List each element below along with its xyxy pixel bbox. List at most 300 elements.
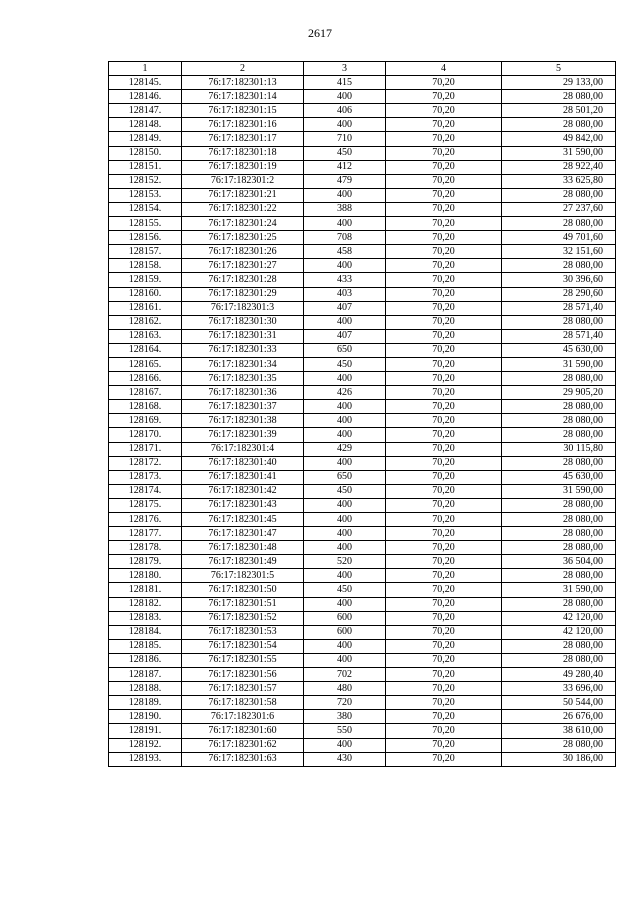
table-cell-col4: 70,20 — [386, 442, 502, 456]
table-cell-col5: 28 080,00 — [502, 639, 616, 653]
table-cell-col2: 76:17:182301:41 — [182, 470, 304, 484]
table-cell-col1: 128190. — [109, 710, 182, 724]
table-row — [109, 428, 616, 442]
table-cell-col5: 45 630,00 — [502, 343, 616, 357]
table-cell-col1: 128151. — [109, 160, 182, 174]
column-header: 5 — [502, 62, 616, 76]
table-cell-col5: 28 571,40 — [502, 301, 616, 315]
table-cell-col5: 30 186,00 — [502, 752, 616, 766]
page-number: 2617 — [308, 26, 332, 40]
table-cell-col4: 70,20 — [386, 315, 502, 329]
table-cell-col4: 70,20 — [386, 414, 502, 428]
table-cell-col3: 415 — [304, 76, 386, 90]
table-cell-col3: 600 — [304, 625, 386, 639]
table-cell-col1: 128181. — [109, 583, 182, 597]
table-row — [109, 217, 616, 231]
table-cell-col3: 650 — [304, 470, 386, 484]
table-cell-col1: 128147. — [109, 104, 182, 118]
table-cell-col1: 128186. — [109, 653, 182, 667]
table-cell-col1: 128189. — [109, 696, 182, 710]
table-cell-col1: 128145. — [109, 76, 182, 90]
table-cell-col2: 76:17:182301:58 — [182, 696, 304, 710]
table-row — [109, 456, 616, 470]
table-cell-col1: 128152. — [109, 174, 182, 188]
table-cell-col4: 70,20 — [386, 428, 502, 442]
table-cell-col4: 70,20 — [386, 456, 502, 470]
table-row — [109, 343, 616, 357]
table-cell-col3: 403 — [304, 287, 386, 301]
table-cell-col2: 76:17:182301:17 — [182, 132, 304, 146]
table-cell-col1: 128162. — [109, 315, 182, 329]
table-cell-col2: 76:17:182301:55 — [182, 653, 304, 667]
table-cell-col2: 76:17:182301:57 — [182, 682, 304, 696]
table-cell-col2: 76:17:182301:51 — [182, 597, 304, 611]
table-cell-col1: 128175. — [109, 498, 182, 512]
table-cell-col2: 76:17:182301:24 — [182, 217, 304, 231]
table-cell-col2: 76:17:182301:63 — [182, 752, 304, 766]
table-cell-col1: 128168. — [109, 400, 182, 414]
table-cell-col3: 480 — [304, 682, 386, 696]
table-cell-col3: 433 — [304, 273, 386, 287]
table-row — [109, 273, 616, 287]
table-cell-col3: 400 — [304, 569, 386, 583]
table-cell-col5: 28 080,00 — [502, 653, 616, 667]
table-cell-col5: 32 151,60 — [502, 245, 616, 259]
table-row — [109, 329, 616, 343]
data-table — [108, 61, 616, 767]
table-cell-col1: 128154. — [109, 202, 182, 216]
table-row — [109, 231, 616, 245]
table-cell-col1: 128188. — [109, 682, 182, 696]
table-cell-col2: 76:17:182301:16 — [182, 118, 304, 132]
table-row — [109, 527, 616, 541]
table-cell-col3: 400 — [304, 653, 386, 667]
table-cell-col5: 45 630,00 — [502, 470, 616, 484]
table-cell-col1: 128159. — [109, 273, 182, 287]
table-cell-col5: 31 590,00 — [502, 357, 616, 371]
table-cell-col3: 450 — [304, 146, 386, 160]
table-cell-col4: 70,20 — [386, 682, 502, 696]
table-cell-col1: 128182. — [109, 597, 182, 611]
table-cell-col2: 76:17:182301:14 — [182, 90, 304, 104]
table-cell-col5: 28 571,40 — [502, 329, 616, 343]
table-cell-col5: 28 080,00 — [502, 372, 616, 386]
table-cell-col2: 76:17:182301:28 — [182, 273, 304, 287]
table-cell-col3: 400 — [304, 541, 386, 555]
table-cell-col4: 70,20 — [386, 639, 502, 653]
table-cell-col1: 128153. — [109, 188, 182, 202]
table-cell-col5: 49 280,40 — [502, 668, 616, 682]
table-cell-col4: 70,20 — [386, 259, 502, 273]
table-cell-col1: 128191. — [109, 724, 182, 738]
table-cell-col5: 36 504,00 — [502, 555, 616, 569]
table-cell-col1: 128192. — [109, 738, 182, 752]
table-cell-col4: 70,20 — [386, 287, 502, 301]
table-body — [109, 62, 616, 767]
table-cell-col2: 76:17:182301:18 — [182, 146, 304, 160]
table-cell-col4: 70,20 — [386, 738, 502, 752]
table-cell-col4: 70,20 — [386, 541, 502, 555]
table-row — [109, 696, 616, 710]
table-cell-col1: 128177. — [109, 527, 182, 541]
table-cell-col5: 31 590,00 — [502, 484, 616, 498]
table-cell-col3: 400 — [304, 118, 386, 132]
column-header: 3 — [304, 62, 386, 76]
table-cell-col1: 128169. — [109, 414, 182, 428]
table-cell-col4: 70,20 — [386, 400, 502, 414]
table-cell-col1: 128174. — [109, 484, 182, 498]
table-row — [109, 752, 616, 766]
table-cell-col5: 29 133,00 — [502, 76, 616, 90]
table-row — [109, 372, 616, 386]
table-cell-col4: 70,20 — [386, 104, 502, 118]
table-cell-col3: 400 — [304, 597, 386, 611]
table-cell-col5: 50 544,00 — [502, 696, 616, 710]
table-cell-col3: 426 — [304, 386, 386, 400]
table-cell-col2: 76:17:182301:36 — [182, 386, 304, 400]
table-cell-col2: 76:17:182301:43 — [182, 498, 304, 512]
table-cell-col1: 128183. — [109, 611, 182, 625]
table-row — [109, 76, 616, 90]
table-cell-col4: 70,20 — [386, 752, 502, 766]
table-cell-col2: 76:17:182301:21 — [182, 188, 304, 202]
table-cell-col3: 702 — [304, 668, 386, 682]
table-row — [109, 259, 616, 273]
table-cell-col4: 70,20 — [386, 372, 502, 386]
table-cell-col4: 70,20 — [386, 569, 502, 583]
table-cell-col3: 400 — [304, 217, 386, 231]
table-cell-col4: 70,20 — [386, 118, 502, 132]
table-cell-col4: 70,20 — [386, 513, 502, 527]
table-cell-col2: 76:17:182301:34 — [182, 357, 304, 371]
table-cell-col3: 550 — [304, 724, 386, 738]
table-cell-col4: 70,20 — [386, 174, 502, 188]
table-row — [109, 583, 616, 597]
table-cell-col3: 400 — [304, 639, 386, 653]
column-header: 4 — [386, 62, 502, 76]
table-cell-col1: 128166. — [109, 372, 182, 386]
table-cell-col2: 76:17:182301:4 — [182, 442, 304, 456]
table-cell-col5: 29 905,20 — [502, 386, 616, 400]
table-cell-col2: 76:17:182301:62 — [182, 738, 304, 752]
table-cell-col1: 128148. — [109, 118, 182, 132]
table-cell-col5: 30 396,60 — [502, 273, 616, 287]
table-cell-col5: 28 080,00 — [502, 498, 616, 512]
table-cell-col4: 70,20 — [386, 710, 502, 724]
table-cell-col5: 28 080,00 — [502, 527, 616, 541]
table-cell-col5: 42 120,00 — [502, 611, 616, 625]
table-cell-col5: 28 922,40 — [502, 160, 616, 174]
table-cell-col5: 28 080,00 — [502, 217, 616, 231]
table-row — [109, 301, 616, 315]
table-cell-col4: 70,20 — [386, 484, 502, 498]
table-cell-col2: 76:17:182301:31 — [182, 329, 304, 343]
table-cell-col2: 76:17:182301:19 — [182, 160, 304, 174]
table-cell-col2: 76:17:182301:40 — [182, 456, 304, 470]
table-cell-col5: 42 120,00 — [502, 625, 616, 639]
table-cell-col2: 76:17:182301:29 — [182, 287, 304, 301]
table-cell-col1: 128178. — [109, 541, 182, 555]
table-cell-col4: 70,20 — [386, 301, 502, 315]
table-cell-col1: 128158. — [109, 259, 182, 273]
table-row — [109, 414, 616, 428]
table-cell-col1: 128170. — [109, 428, 182, 442]
table-header-row — [109, 62, 616, 76]
table-row — [109, 400, 616, 414]
table-row — [109, 442, 616, 456]
table-row — [109, 104, 616, 118]
table-cell-col5: 28 080,00 — [502, 90, 616, 104]
table-cell-col4: 70,20 — [386, 132, 502, 146]
table-row — [109, 555, 616, 569]
table-row — [109, 597, 616, 611]
table-cell-col4: 70,20 — [386, 357, 502, 371]
table-cell-col1: 128156. — [109, 231, 182, 245]
table-cell-col1: 128163. — [109, 329, 182, 343]
table-cell-col1: 128180. — [109, 569, 182, 583]
table-cell-col1: 128193. — [109, 752, 182, 766]
table-row — [109, 386, 616, 400]
table-row — [109, 174, 616, 188]
table-cell-col5: 27 237,60 — [502, 202, 616, 216]
table-cell-col4: 70,20 — [386, 597, 502, 611]
table-cell-col3: 400 — [304, 527, 386, 541]
table-cell-col5: 49 842,00 — [502, 132, 616, 146]
table-cell-col3: 479 — [304, 174, 386, 188]
table-row — [109, 682, 616, 696]
table-cell-col3: 400 — [304, 259, 386, 273]
table-row — [109, 738, 616, 752]
table-row — [109, 653, 616, 667]
table-cell-col5: 28 080,00 — [502, 738, 616, 752]
table-cell-col2: 76:17:182301:49 — [182, 555, 304, 569]
table-cell-col4: 70,20 — [386, 217, 502, 231]
table-cell-col4: 70,20 — [386, 160, 502, 174]
table-cell-col1: 128149. — [109, 132, 182, 146]
table-cell-col3: 400 — [304, 414, 386, 428]
table-cell-col1: 128171. — [109, 442, 182, 456]
table-row — [109, 668, 616, 682]
table-cell-col3: 400 — [304, 400, 386, 414]
table-cell-col4: 70,20 — [386, 555, 502, 569]
table-cell-col1: 128187. — [109, 668, 182, 682]
table-cell-col2: 76:17:182301:50 — [182, 583, 304, 597]
table-row — [109, 315, 616, 329]
table-row — [109, 90, 616, 104]
table-row — [109, 611, 616, 625]
table-cell-col5: 28 290,60 — [502, 287, 616, 301]
table-cell-col3: 388 — [304, 202, 386, 216]
table-cell-col5: 28 080,00 — [502, 315, 616, 329]
table-cell-col3: 400 — [304, 498, 386, 512]
table-row — [109, 625, 616, 639]
table-cell-col3: 400 — [304, 315, 386, 329]
table-cell-col5: 28 080,00 — [502, 597, 616, 611]
table-cell-col3: 430 — [304, 752, 386, 766]
table-cell-col4: 70,20 — [386, 90, 502, 104]
table-cell-col3: 708 — [304, 231, 386, 245]
table-row — [109, 470, 616, 484]
table-cell-col1: 128150. — [109, 146, 182, 160]
table-cell-col1: 128179. — [109, 555, 182, 569]
table-cell-col2: 76:17:182301:33 — [182, 343, 304, 357]
table-cell-col4: 70,20 — [386, 583, 502, 597]
table-cell-col1: 128157. — [109, 245, 182, 259]
table-cell-col3: 600 — [304, 611, 386, 625]
table-cell-col5: 28 080,00 — [502, 541, 616, 555]
table-cell-col1: 128167. — [109, 386, 182, 400]
table-row — [109, 160, 616, 174]
table-cell-col2: 76:17:182301:37 — [182, 400, 304, 414]
table-cell-col4: 70,20 — [386, 696, 502, 710]
table-cell-col4: 70,20 — [386, 146, 502, 160]
column-header: 2 — [182, 62, 304, 76]
table-cell-col2: 76:17:182301:27 — [182, 259, 304, 273]
table-cell-col2: 76:17:182301:42 — [182, 484, 304, 498]
table-cell-col5: 28 080,00 — [502, 569, 616, 583]
table-cell-col2: 76:17:182301:15 — [182, 104, 304, 118]
table-cell-col3: 520 — [304, 555, 386, 569]
table-row — [109, 132, 616, 146]
table-cell-col2: 76:17:182301:54 — [182, 639, 304, 653]
table-cell-col5: 38 610,00 — [502, 724, 616, 738]
table-cell-col5: 33 625,80 — [502, 174, 616, 188]
table-row — [109, 513, 616, 527]
table-cell-col3: 406 — [304, 104, 386, 118]
table-cell-col3: 400 — [304, 188, 386, 202]
table-row — [109, 287, 616, 301]
table-cell-col3: 412 — [304, 160, 386, 174]
table-cell-col5: 28 080,00 — [502, 414, 616, 428]
table-cell-col3: 400 — [304, 738, 386, 752]
table-cell-col1: 128155. — [109, 217, 182, 231]
table-cell-col4: 70,20 — [386, 245, 502, 259]
table-cell-col1: 128184. — [109, 625, 182, 639]
table-cell-col5: 33 696,00 — [502, 682, 616, 696]
table-cell-col2: 76:17:182301:47 — [182, 527, 304, 541]
table-cell-col2: 76:17:182301:25 — [182, 231, 304, 245]
table-row — [109, 569, 616, 583]
table-cell-col5: 26 676,00 — [502, 710, 616, 724]
table-cell-col5: 28 080,00 — [502, 400, 616, 414]
table-row — [109, 245, 616, 259]
table-cell-col2: 76:17:182301:45 — [182, 513, 304, 527]
table-cell-col1: 128172. — [109, 456, 182, 470]
table-cell-col1: 128185. — [109, 639, 182, 653]
table-cell-col1: 128160. — [109, 287, 182, 301]
table-cell-col5: 28 080,00 — [502, 428, 616, 442]
table-cell-col3: 458 — [304, 245, 386, 259]
table-cell-col3: 450 — [304, 583, 386, 597]
table-cell-col4: 70,20 — [386, 386, 502, 400]
table-cell-col4: 70,20 — [386, 668, 502, 682]
table-cell-col4: 70,20 — [386, 202, 502, 216]
table-cell-col4: 70,20 — [386, 470, 502, 484]
table-cell-col5: 28 080,00 — [502, 118, 616, 132]
table-row — [109, 710, 616, 724]
table-cell-col4: 70,20 — [386, 611, 502, 625]
table-cell-col4: 70,20 — [386, 527, 502, 541]
table-cell-col1: 128161. — [109, 301, 182, 315]
table-cell-col3: 400 — [304, 428, 386, 442]
table-cell-col1: 128176. — [109, 513, 182, 527]
table-cell-col4: 70,20 — [386, 231, 502, 245]
table-cell-col5: 31 590,00 — [502, 583, 616, 597]
table-cell-col2: 76:17:182301:52 — [182, 611, 304, 625]
table-cell-col2: 76:17:182301:13 — [182, 76, 304, 90]
table-cell-col2: 76:17:182301:26 — [182, 245, 304, 259]
table-cell-col3: 407 — [304, 329, 386, 343]
table-cell-col2: 76:17:182301:5 — [182, 569, 304, 583]
table-cell-col3: 650 — [304, 343, 386, 357]
table-cell-col1: 128173. — [109, 470, 182, 484]
table-cell-col2: 76:17:182301:60 — [182, 724, 304, 738]
table-cell-col4: 70,20 — [386, 76, 502, 90]
table-cell-col2: 76:17:182301:2 — [182, 174, 304, 188]
table-cell-col3: 400 — [304, 372, 386, 386]
table-cell-col4: 70,20 — [386, 625, 502, 639]
table-cell-col4: 70,20 — [386, 273, 502, 287]
table-cell-col5: 28 501,20 — [502, 104, 616, 118]
table-cell-col5: 28 080,00 — [502, 456, 616, 470]
table-cell-col3: 400 — [304, 90, 386, 104]
table-row — [109, 639, 616, 653]
column-header: 1 — [109, 62, 182, 76]
table-cell-col3: 710 — [304, 132, 386, 146]
table-cell-col4: 70,20 — [386, 188, 502, 202]
table-cell-col3: 400 — [304, 513, 386, 527]
table-cell-col4: 70,20 — [386, 653, 502, 667]
table-cell-col1: 128165. — [109, 357, 182, 371]
table-cell-col2: 76:17:182301:53 — [182, 625, 304, 639]
table-row — [109, 357, 616, 371]
table-cell-col5: 31 590,00 — [502, 146, 616, 160]
table-cell-col5: 28 080,00 — [502, 513, 616, 527]
table-cell-col1: 128164. — [109, 343, 182, 357]
table-cell-col2: 76:17:182301:35 — [182, 372, 304, 386]
table-cell-col5: 28 080,00 — [502, 188, 616, 202]
table-row — [109, 146, 616, 160]
table-cell-col2: 76:17:182301:56 — [182, 668, 304, 682]
table-cell-col4: 70,20 — [386, 724, 502, 738]
table-cell-col3: 450 — [304, 357, 386, 371]
table-cell-col2: 76:17:182301:38 — [182, 414, 304, 428]
table-row — [109, 202, 616, 216]
table-cell-col3: 429 — [304, 442, 386, 456]
table-row — [109, 541, 616, 555]
table-cell-col5: 49 701,60 — [502, 231, 616, 245]
table-cell-col1: 128146. — [109, 90, 182, 104]
table-cell-col3: 380 — [304, 710, 386, 724]
table-cell-col5: 30 115,80 — [502, 442, 616, 456]
table-cell-col2: 76:17:182301:39 — [182, 428, 304, 442]
table-row — [109, 724, 616, 738]
table-cell-col3: 400 — [304, 456, 386, 470]
table-cell-col3: 450 — [304, 484, 386, 498]
table-cell-col4: 70,20 — [386, 329, 502, 343]
table-row — [109, 484, 616, 498]
table-cell-col2: 76:17:182301:3 — [182, 301, 304, 315]
table-row — [109, 498, 616, 512]
table-row — [109, 188, 616, 202]
table-cell-col5: 28 080,00 — [502, 259, 616, 273]
table-cell-col3: 407 — [304, 301, 386, 315]
table-cell-col2: 76:17:182301:48 — [182, 541, 304, 555]
table-cell-col2: 76:17:182301:22 — [182, 202, 304, 216]
table-cell-col2: 76:17:182301:6 — [182, 710, 304, 724]
table-cell-col3: 720 — [304, 696, 386, 710]
table-row — [109, 118, 616, 132]
